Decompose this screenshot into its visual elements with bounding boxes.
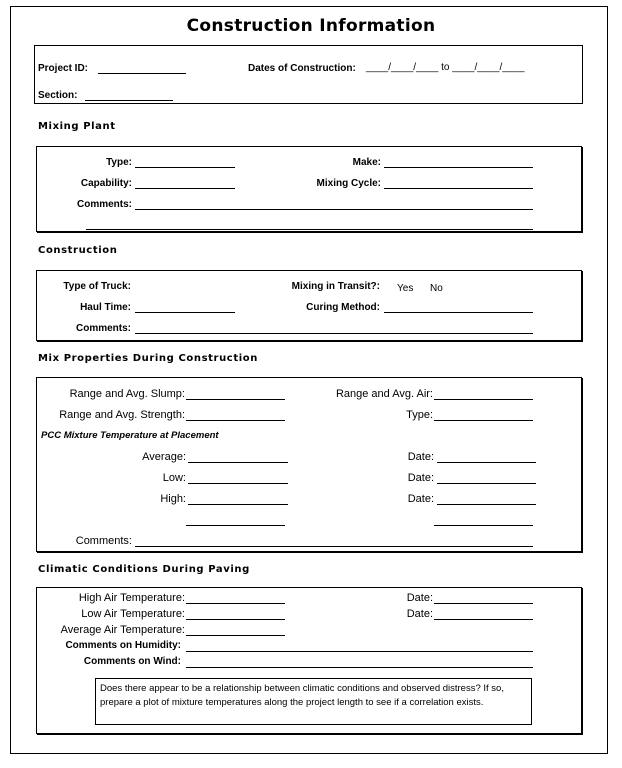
mix-comments-field[interactable] [135, 546, 533, 547]
high-air-date-label: Date: [406, 592, 433, 604]
plant-mixing-cycle-label: Mixing Cycle: [316, 178, 381, 189]
mixing-plant-heading: Mixing Plant [38, 121, 116, 132]
pcc-temperature-heading: PCC Mixture Temperature at Placement [41, 430, 219, 441]
construction-comments-field[interactable] [135, 333, 533, 334]
haul-time-label: Haul Time: [80, 302, 131, 313]
curing-method-label: Curing Method: [306, 302, 380, 313]
page-title: Construction Information [186, 16, 436, 36]
low-temp-label: Low: [162, 472, 186, 484]
high-date-label: Date: [407, 493, 434, 505]
transit-yes-option[interactable]: Yes [397, 283, 414, 294]
wind-label: Comments on Wind: [83, 656, 181, 667]
dates-of-construction-field[interactable]: ____/____/____ to ____/____/____ [366, 62, 525, 73]
average-date-label: Date: [407, 451, 434, 463]
plant-make-field[interactable] [384, 167, 533, 168]
plant-type-field[interactable] [135, 167, 235, 168]
plant-comments-label: Comments: [76, 199, 132, 210]
dates-of-construction-label: Dates of Construction: [248, 63, 356, 74]
low-air-date-field[interactable] [434, 619, 533, 620]
average-temp-label: Average: [142, 451, 186, 463]
plant-capability-label: Capability: [80, 178, 132, 189]
air-label: Range and Avg. Air: [335, 388, 433, 400]
avg-air-field[interactable] [186, 635, 285, 636]
correlation-note: Does there appear to be a relationship between climatic conditions and observed distress? If so, prepare a plot of mixture temperatures along the project length to see if a correlation exists. [95, 678, 532, 725]
project-id-label: Project ID: [38, 63, 89, 74]
low-air-label: Low Air Temperature: [81, 608, 185, 620]
plant-mixing-cycle-field[interactable] [384, 188, 533, 189]
average-date-field[interactable] [437, 462, 536, 463]
construction-heading: Construction [38, 245, 118, 256]
mix-type-label: Type: [406, 409, 433, 421]
avg-air-label: Average Air Temperature: [60, 624, 185, 636]
project-id-field[interactable] [98, 73, 186, 74]
high-temp-field[interactable] [188, 504, 288, 505]
construction-comments-label: Comments: [75, 323, 131, 334]
plant-comments-field[interactable] [135, 209, 533, 210]
air-field[interactable] [434, 399, 533, 400]
high-air-date-field[interactable] [434, 603, 533, 604]
high-air-field[interactable] [186, 603, 285, 604]
low-air-field[interactable] [186, 619, 285, 620]
mix-comments-label: Comments: [75, 535, 132, 547]
plant-type-label: Type: [106, 157, 132, 168]
section-label: Section: [38, 90, 78, 101]
low-air-date-label: Date: [406, 608, 433, 620]
extra-temp-field[interactable] [186, 525, 285, 526]
strength-field[interactable] [186, 420, 285, 421]
climatic-heading: Climatic Conditions During Paving [38, 564, 250, 575]
extra-date-field[interactable] [434, 525, 533, 526]
humidity-field[interactable] [186, 651, 533, 652]
plant-capability-field[interactable] [135, 188, 235, 189]
low-date-label: Date: [407, 472, 434, 484]
curing-method-field[interactable] [384, 312, 533, 313]
haul-time-field[interactable] [135, 312, 235, 313]
high-air-label: High Air Temperature: [78, 592, 185, 604]
strength-label: Range and Avg. Strength: [59, 409, 185, 421]
plant-make-label: Make: [352, 157, 381, 168]
mix-properties-heading: Mix Properties During Construction [38, 353, 258, 364]
slump-label: Range and Avg. Slump: [69, 388, 185, 400]
mixing-in-transit-label: Mixing in Transit?: [291, 281, 380, 292]
plant-comments-field-2[interactable] [86, 229, 533, 230]
high-date-field[interactable] [437, 504, 536, 505]
section-field[interactable] [85, 100, 173, 101]
wind-field[interactable] [186, 667, 533, 668]
low-date-field[interactable] [437, 483, 536, 484]
transit-no-option[interactable]: No [430, 283, 443, 294]
slump-field[interactable] [186, 399, 285, 400]
high-temp-label: High: [160, 493, 186, 505]
type-of-truck-label: Type of Truck: [63, 281, 131, 292]
humidity-label: Comments on Humidity: [65, 640, 181, 651]
average-temp-field[interactable] [188, 462, 288, 463]
low-temp-field[interactable] [188, 483, 288, 484]
mix-type-field[interactable] [434, 420, 533, 421]
